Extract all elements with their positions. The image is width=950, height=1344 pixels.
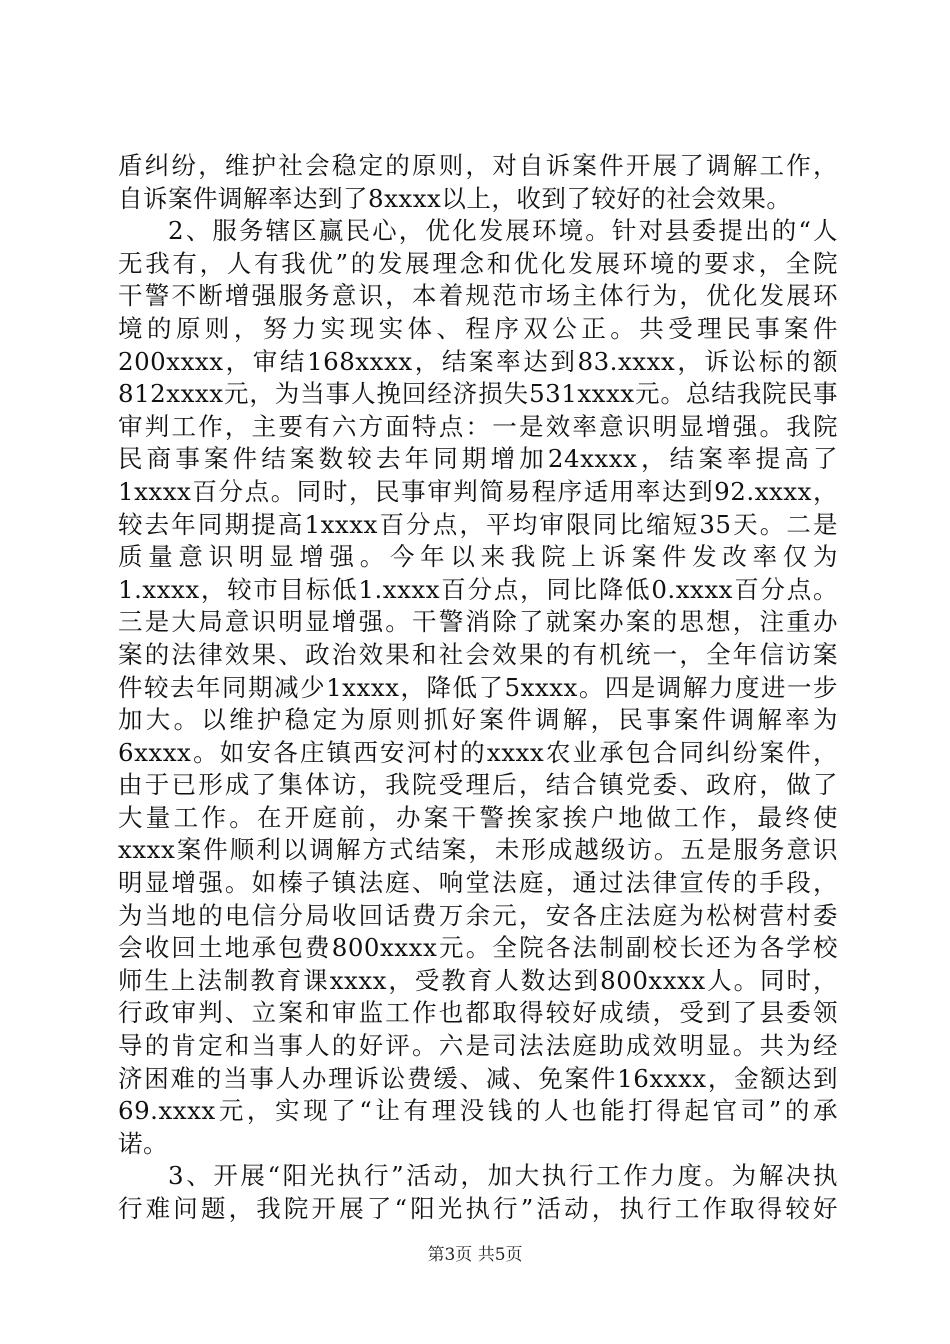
text-line: 会收回土地承包费800xxxx元。全院各法制副校长还为各学校: [118, 933, 838, 963]
text-line: 2、服务辖区赢民心，优化发展环境。针对县委提出的“人: [168, 216, 838, 246]
text-line: 济困难的当事人办理诉讼费缓、减、免案件16xxxx，金额达到: [118, 1063, 838, 1093]
text-line: 审判工作，主要有六方面特点：一是效率意识明显增强。我院: [118, 411, 838, 441]
text-line: 200xxxx，审结168xxxx，结案率达到83.xxxx，诉讼标的额: [118, 346, 838, 376]
text-line: 69.xxxx元，实现了“让有理没钱的人也能打得起官司”的承: [118, 1096, 838, 1126]
text-line: 由于已形成了集体访，我院受理后，结合镇党委、政府，做了: [118, 770, 838, 800]
text-line: 导的肯定和当事人的好评。六是司法法庭助成效明显。共为经: [118, 1031, 838, 1061]
text-line: 较去年同期提高1xxxx百分点，平均审限同比缩短35天。二是: [118, 509, 838, 539]
text-line: 诺。: [118, 1128, 168, 1158]
text-line: 明显增强。如榛子镇法庭、响堂法庭，通过法律宣传的手段，: [118, 868, 838, 898]
text-line: 盾纠纷，维护社会稳定的原则，对自诉案件开展了调解工作，: [118, 151, 838, 180]
text-line: 为当地的电信分局收回话费万余元，安各庄法庭为松树营村委: [118, 900, 838, 930]
text-line: 1.xxxx，较市目标低1.xxxx百分点，同比降低0.xxxx百分点。: [118, 574, 838, 604]
text-line: 干警不断增强服务意识，本着规范市场主体行为，优化发展环: [118, 281, 838, 311]
document-body: [118, 150, 838, 1226]
text-line: 自诉案件调解率达到了8xxxx以上，收到了较好的社会效果。: [118, 183, 792, 213]
text-line: 无我有，人有我优”的发展理念和优化发展环境的要求，全院: [118, 248, 838, 278]
text-line: 大量工作。在开庭前，办案干警挨家挨户地做工作，最终使: [118, 802, 838, 832]
page-footer: 第3页 共5页: [427, 1245, 523, 1265]
text-line: 1xxxx百分点。同时，民事审判简易程序适用率达到92.xxxx，: [118, 476, 838, 506]
text-line: 境的原则，努力实现实体、程序双公正。共受理民事案件: [118, 313, 838, 343]
text-line: 三是大局意识明显增强。干警消除了就案办案的思想，注重办: [118, 607, 838, 637]
text-line: 3、开展“阳光执行”活动，加大执行工作力度。为解决执: [168, 1161, 838, 1191]
text-line: 民商事案件结案数较去年同期增加24xxxx，结案率提高了: [118, 444, 838, 474]
text-line: 加大。以维护稳定为原则抓好案件调解，民事案件调解率为: [118, 705, 838, 735]
text-line: 件较去年同期减少1xxxx，降低了5xxxx。四是调解力度进一步: [118, 672, 838, 702]
text-line: 812xxxx元，为当事人挽回经济损失531xxxx元。总结我院民事: [118, 379, 838, 409]
text-line: xxxx案件顺利以调解方式结案，未形成越级访。五是服务意识: [118, 835, 838, 865]
text-line: 师生上法制教育课xxxx，受教育人数达到800xxxx人。同时，: [118, 965, 838, 995]
text-line: 行难问题，我院开展了“阳光执行”活动，执行工作取得较好: [118, 1194, 838, 1223]
text-line: 质量意识明显增强。今年以来我院上诉案件发改率仅为: [118, 542, 838, 572]
text-line: 6xxxx。如安各庄镇西安河村的xxxx农业承包合同纠纷案件，: [118, 737, 838, 767]
text-line: 案的法律效果、政治效果和社会效果的有机统一，全年信访案: [118, 639, 838, 669]
text-line: 行政审判、立案和审监工作也都取得较好成绩，受到了县委领: [118, 998, 838, 1028]
